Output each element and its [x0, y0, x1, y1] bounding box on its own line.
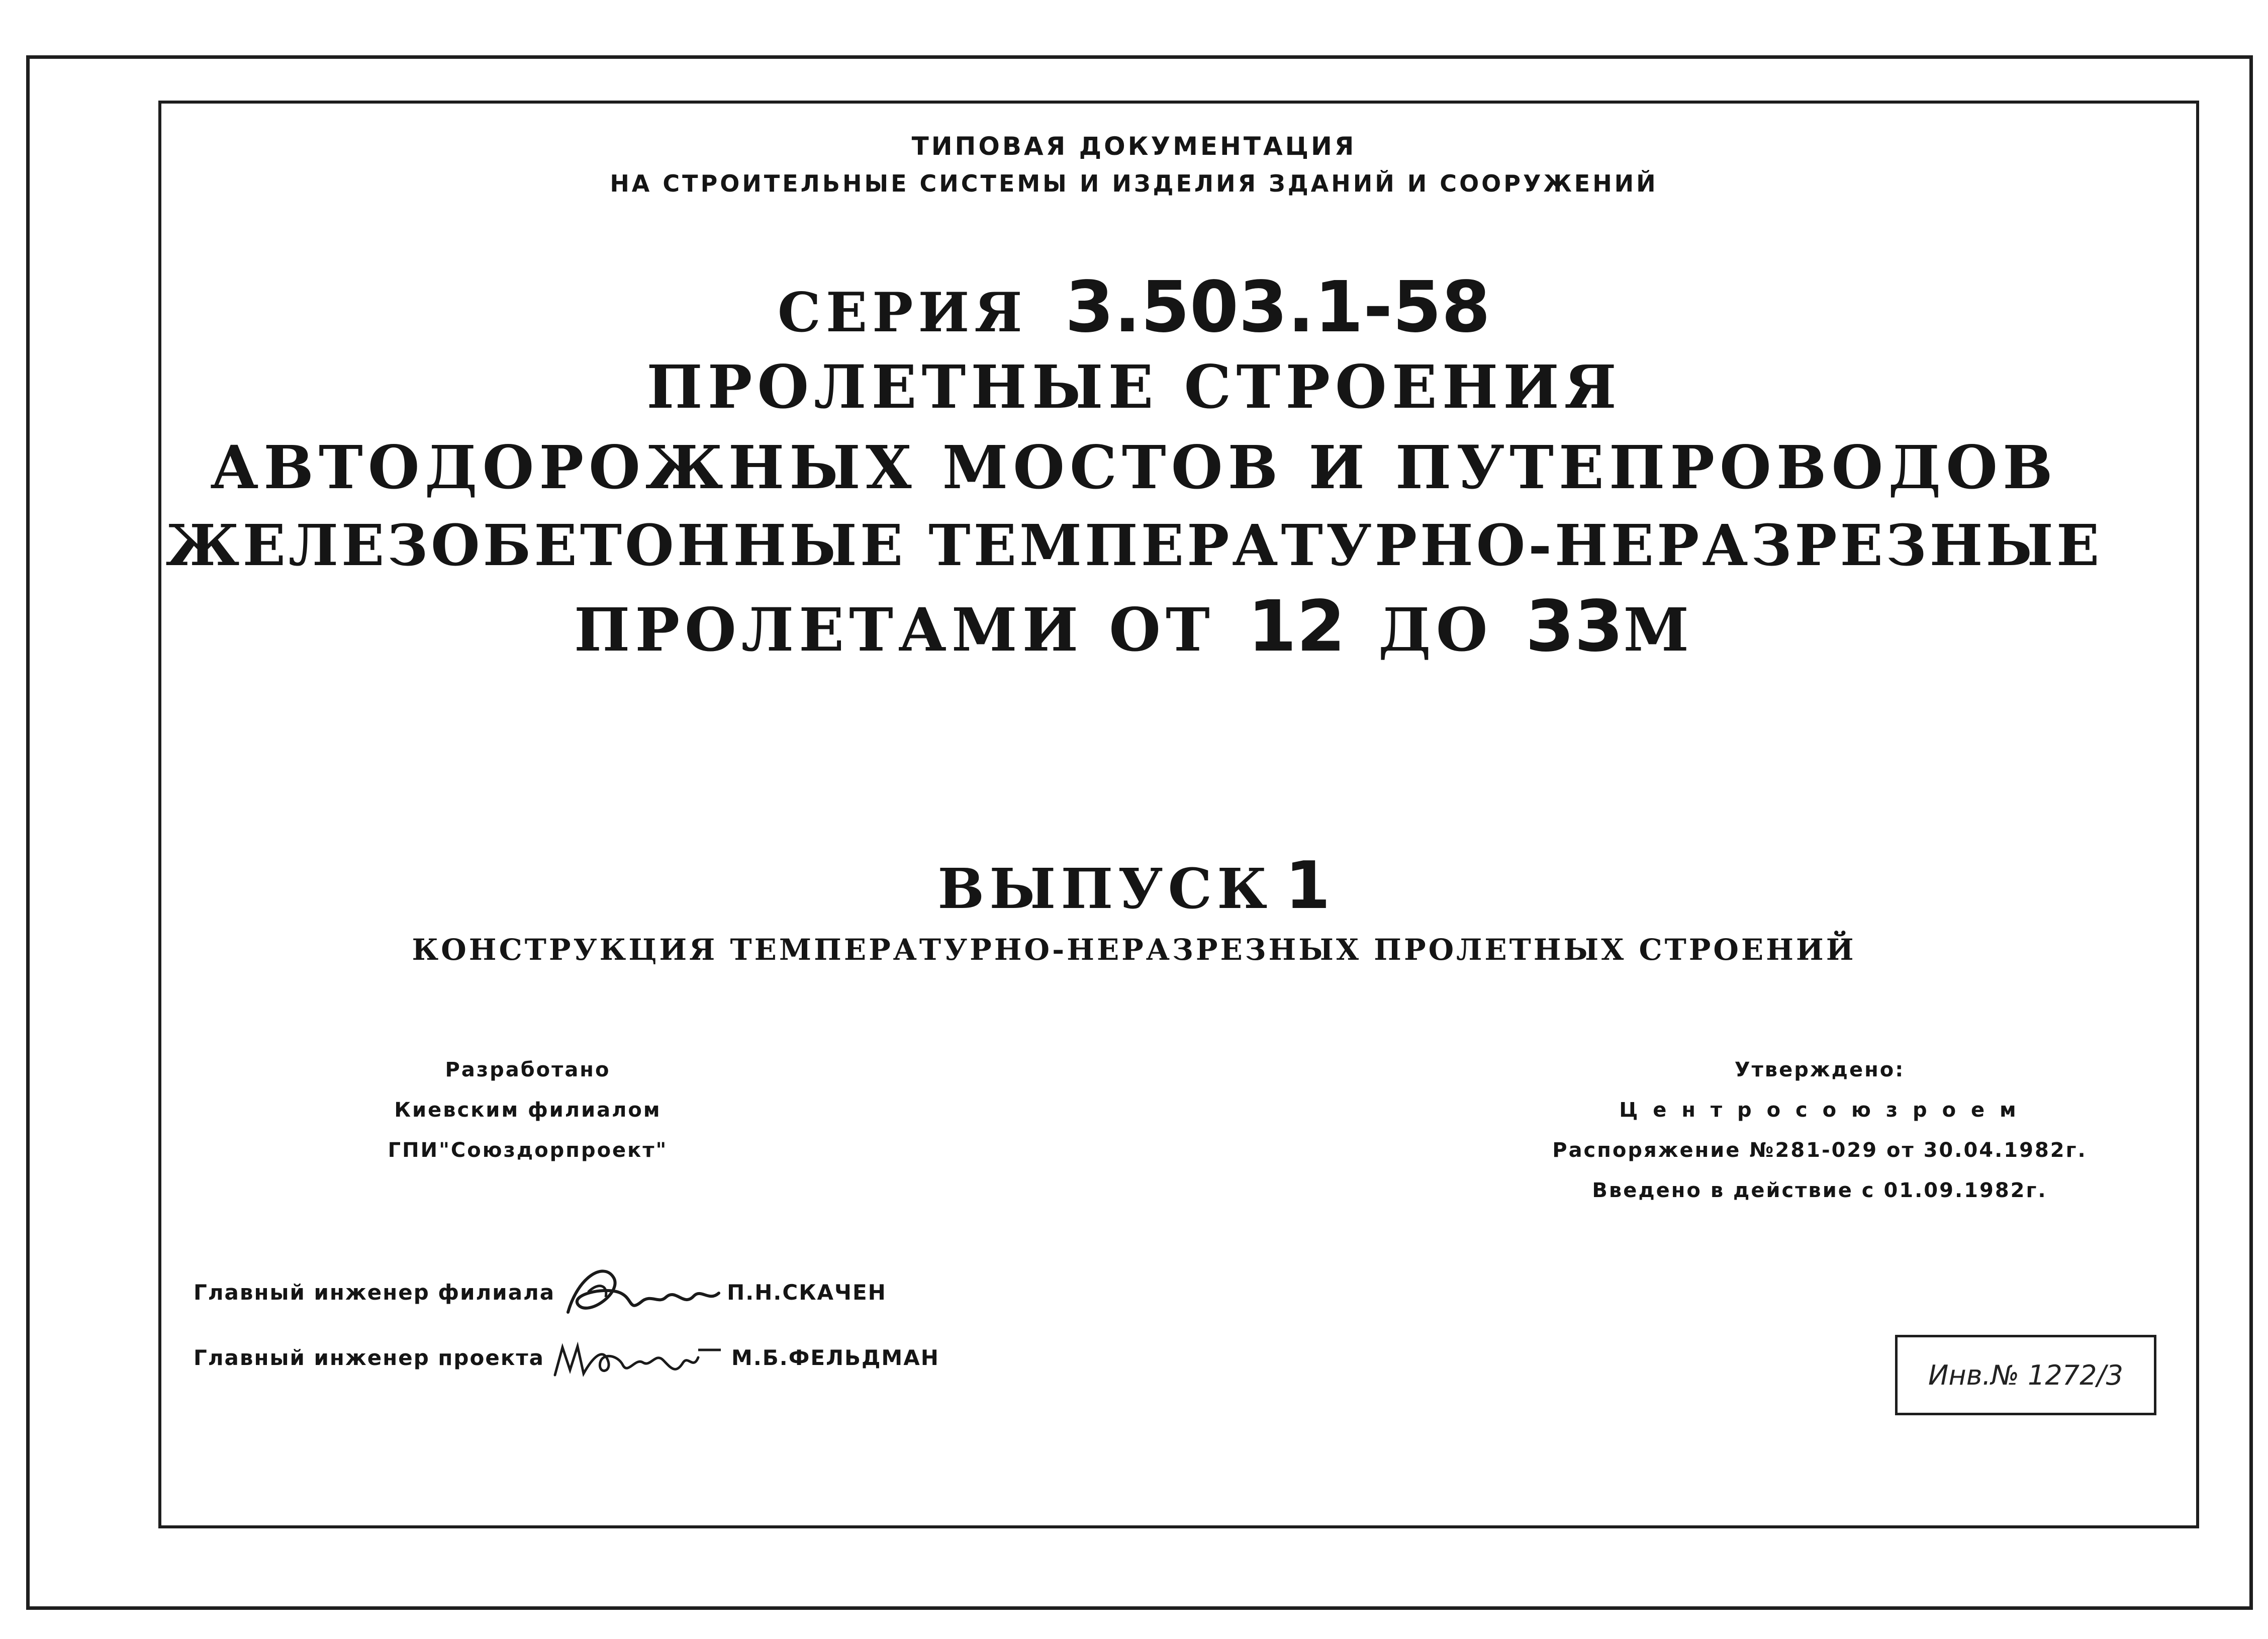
span-to: 33: [1525, 586, 1624, 668]
issue-subtitle: КОНСТРУКЦИЯ ТЕМПЕРАТУРНО-НЕРАЗРЕЗНЫХ ПРОЛЕТНЫХ СТРОЕНИЙ: [412, 933, 1856, 967]
signature-feldman-icon: [547, 1327, 728, 1388]
series-label: СЕРИЯ: [777, 281, 1027, 344]
approved-line-2: Ц е н т р о с о ю з р о е м: [1619, 1099, 2020, 1122]
issue-number: 1: [1285, 847, 1331, 924]
title-line-4: [0, 586, 2268, 668]
developed-line-1: Разработано: [445, 1058, 611, 1081]
developed-line-3: ГПИ"Союздорпроект": [388, 1139, 668, 1162]
approved-line-3: Распоряжение №281-029 от 30.04.1982г.: [1552, 1139, 2087, 1162]
signature-row-project: [194, 1327, 939, 1388]
series-line: [0, 266, 2268, 348]
title-line-1: ПРОЛЕТНЫЕ СТРОЕНИЯ: [646, 352, 1622, 422]
chief-engineer-branch-name: П.Н.СКАЧЕН: [727, 1280, 887, 1305]
span-from: 12: [1247, 586, 1346, 668]
series-number: 3.503.1-58: [1065, 266, 1491, 348]
chief-engineer-project-label: Главный инженер проекта: [194, 1345, 545, 1370]
span-prefix: ПРОЛЕТАМИ ОТ: [574, 595, 1215, 665]
signature-skachen-icon: [558, 1257, 724, 1327]
approved-line-1: Утверждено:: [1734, 1058, 1905, 1081]
header-line-1: ТИПОВАЯ ДОКУМЕНТАЦИЯ: [911, 132, 1357, 161]
title-line-3: ЖЕЛЕЗОБЕТОННЫЕ ТЕМПЕРАТУРНО-НЕРАЗРЕЗНЫЕ: [165, 513, 2103, 579]
span-unit: М: [1623, 595, 1694, 665]
title-line-2: АВТОДОРОЖНЫХ МОСТОВ И ПУТЕПРОВОДОВ: [210, 432, 2058, 502]
signature-row-branch: [194, 1257, 887, 1327]
issue-line: [0, 847, 2268, 924]
issue-label: ВЫПУСК: [937, 856, 1273, 921]
inventory-stamp: Инв.№ 1272/3: [1895, 1335, 2156, 1415]
chief-engineer-project-name: М.Б.ФЕЛЬДМАН: [731, 1345, 939, 1370]
chief-engineer-branch-label: Главный инженер филиала: [194, 1280, 555, 1305]
developed-line-2: Киевским филиалом: [394, 1099, 662, 1122]
header-line-2: НА СТРОИТЕЛЬНЫЕ СИСТЕМЫ И ИЗДЕЛИЯ ЗДАНИЙ И СООРУЖЕНИЙ: [610, 170, 1658, 197]
approved-line-4: Введено в действие с 01.09.1982г.: [1592, 1179, 2047, 1202]
span-mid: ДО: [1378, 595, 1493, 665]
